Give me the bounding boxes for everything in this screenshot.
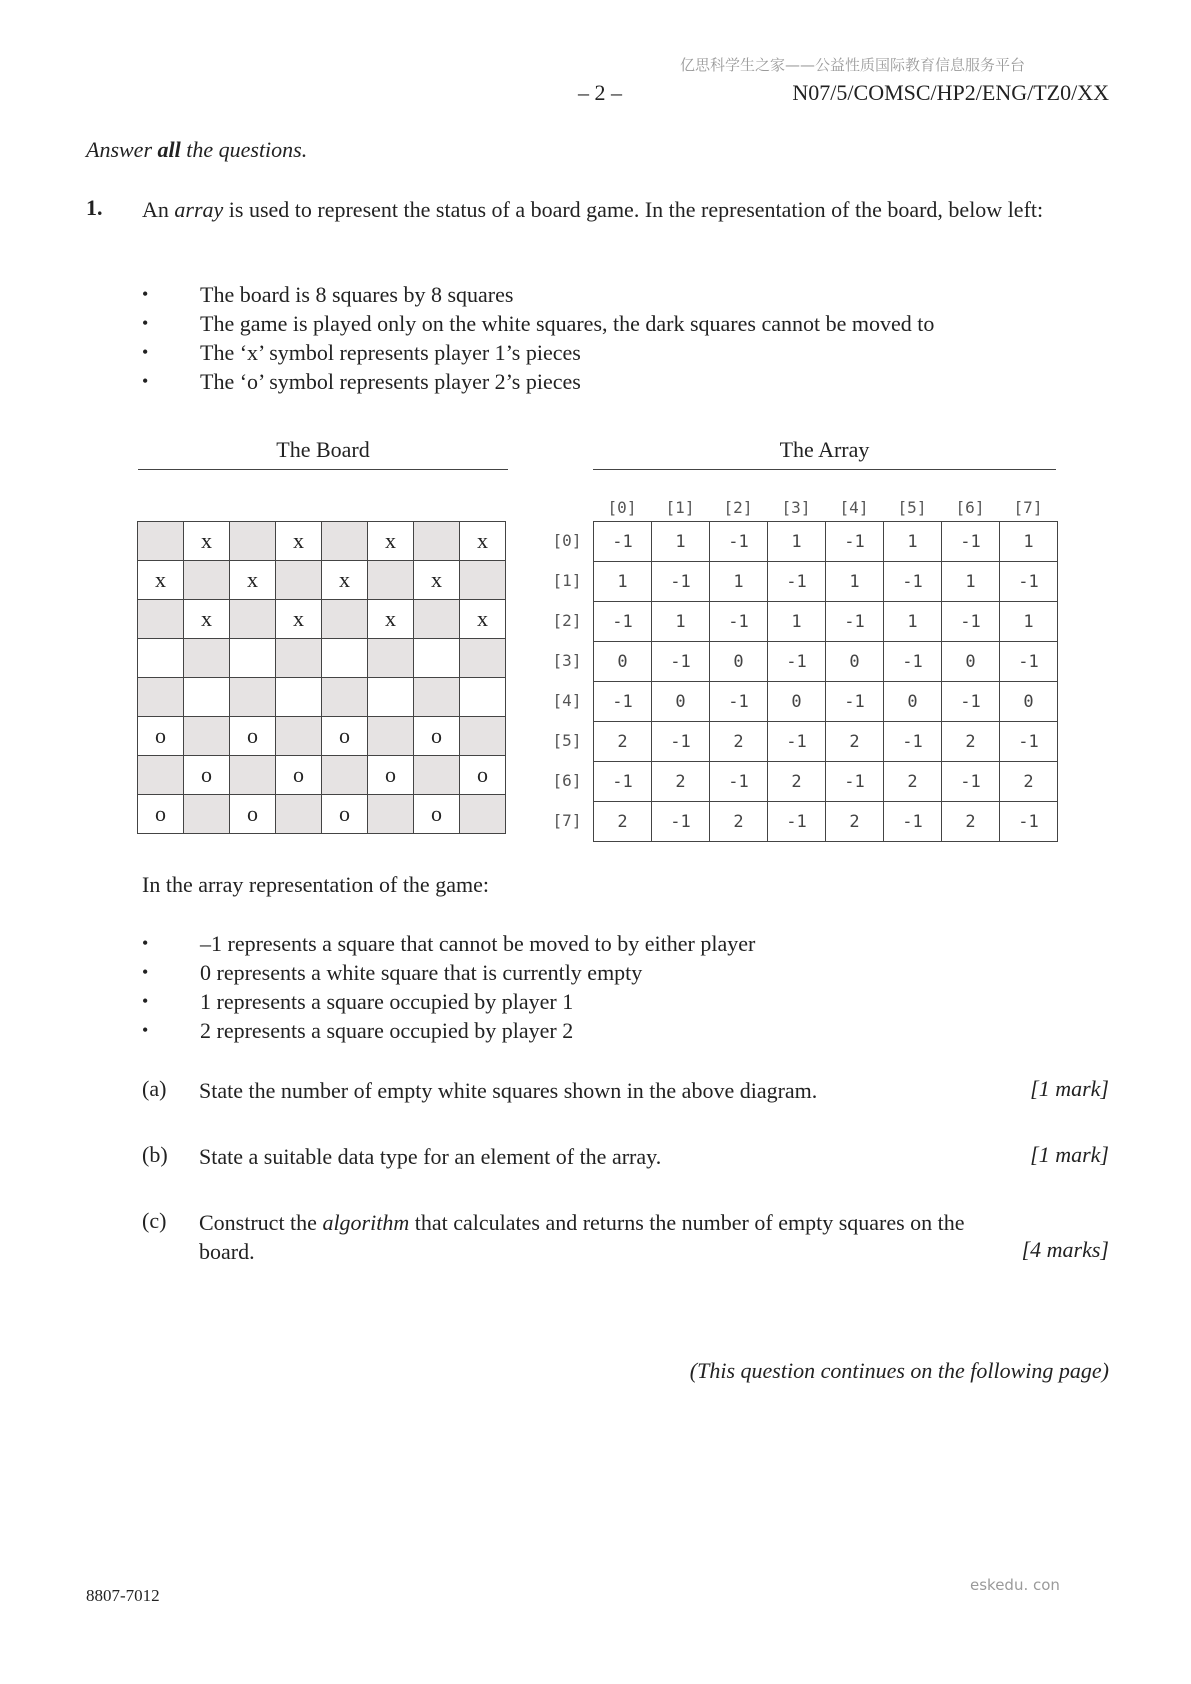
board-square (138, 756, 184, 795)
board-square (230, 600, 276, 639)
array-row-headers (543, 521, 591, 841)
board-square (184, 639, 230, 678)
array-cell: 1 (652, 522, 710, 562)
array-cell: -1 (768, 642, 826, 682)
board-square (138, 600, 184, 639)
board-square (138, 522, 184, 561)
board-square (414, 678, 460, 717)
array-column-header: [5] (897, 498, 927, 517)
array-cell: 1 (884, 602, 942, 642)
board-square (322, 678, 368, 717)
array-caption: The Array (779, 437, 870, 462)
board-square (230, 678, 276, 717)
list-item: • The ‘o’ symbol represents player 2’s pieces (142, 367, 934, 396)
array-cell: -1 (652, 802, 710, 842)
array-cell: -1 (942, 602, 1000, 642)
board-row (138, 717, 506, 756)
board-square (414, 600, 460, 639)
array-cell: 0 (942, 642, 1000, 682)
board-square: x (368, 522, 414, 561)
board-square (368, 639, 414, 678)
array-row (594, 522, 1058, 562)
array-column-header: [4] (839, 498, 869, 517)
board-square: o (414, 795, 460, 834)
array-cell: -1 (768, 562, 826, 602)
array-cell: -1 (884, 722, 942, 762)
array-cell: 0 (594, 642, 652, 682)
instruction: Answer all the questions. (86, 137, 308, 162)
footer-code: 8807-7012 (86, 1586, 160, 1605)
array-row (594, 802, 1058, 842)
board-square (184, 561, 230, 600)
array-column-header: [6] (955, 498, 985, 517)
board-square: o (138, 795, 184, 834)
array-cell: 2 (710, 722, 768, 762)
array-cell: 1 (652, 602, 710, 642)
array-cell: -1 (594, 762, 652, 802)
part-c-marks: [4 marks] (1021, 1237, 1109, 1262)
array-column-header: [1] (665, 498, 695, 517)
board-square: x (276, 600, 322, 639)
array-cell: -1 (826, 682, 884, 722)
board-square (414, 639, 460, 678)
list-item: • –1 represents a square that cannot be moved to by either player (142, 929, 755, 958)
array-cell: 1 (768, 522, 826, 562)
array-cell: -1 (710, 762, 768, 802)
board-square (460, 717, 506, 756)
array-cell: -1 (826, 602, 884, 642)
board-square (184, 795, 230, 834)
board-square (460, 561, 506, 600)
part-a-label: (a) (142, 1076, 167, 1101)
board-square (138, 678, 184, 717)
board-square: o (368, 756, 414, 795)
array-cell: 0 (1000, 682, 1058, 722)
board-square (322, 639, 368, 678)
board-row (138, 522, 506, 561)
array-cell: 0 (768, 682, 826, 722)
array-row (594, 562, 1058, 602)
array-cell: -1 (594, 522, 652, 562)
array-cell: 1 (710, 562, 768, 602)
board-caption: The Board (276, 437, 370, 462)
array-lead: In the array representation of the game: (142, 872, 489, 897)
board-square: x (368, 600, 414, 639)
array-cell: -1 (942, 682, 1000, 722)
board-square: x (184, 522, 230, 561)
continues-note: (This question continues on the following page) (689, 1358, 1109, 1383)
question-intro: An array is used to represent the status of a board game. In the representation of the board, below left: (142, 197, 1044, 222)
board-row (138, 639, 506, 678)
board-row (138, 756, 506, 795)
array-cell: 2 (884, 762, 942, 802)
paper-code: N07/5/COMSC/HP2/ENG/TZ0/XX (792, 80, 1109, 105)
array-row-header: [5] (552, 731, 582, 750)
board-row (138, 795, 506, 834)
board-square (322, 756, 368, 795)
board-square: x (460, 600, 506, 639)
part-a-marks: [1 mark] (1030, 1076, 1109, 1101)
board-square (276, 717, 322, 756)
array-cell: -1 (710, 682, 768, 722)
board-square (460, 639, 506, 678)
array-column-header: [0] (607, 498, 637, 517)
board-square (230, 756, 276, 795)
board-square: x (276, 522, 322, 561)
array-legend-list (142, 929, 755, 1045)
board-square (460, 795, 506, 834)
footer-site: eskedu. con (970, 1576, 1060, 1594)
array-cell: -1 (768, 802, 826, 842)
list-item: • 2 represents a square occupied by player 2 (142, 1016, 755, 1045)
board-square (414, 756, 460, 795)
board-square (276, 561, 322, 600)
array-cell: 2 (768, 762, 826, 802)
board-square: x (414, 561, 460, 600)
board-rules-list (142, 280, 934, 396)
board-square (230, 522, 276, 561)
board-square (368, 795, 414, 834)
board-square: x (230, 561, 276, 600)
board-square (276, 795, 322, 834)
part-b-label: (b) (142, 1142, 168, 1167)
board-square (368, 678, 414, 717)
array-row-header: [1] (552, 571, 582, 590)
list-item: • 0 represents a white square that is currently empty (142, 958, 755, 987)
array-column-header: [7] (1013, 498, 1043, 517)
board-square: o (460, 756, 506, 795)
array-row (594, 762, 1058, 802)
array-cell: -1 (1000, 562, 1058, 602)
array-cell: 1 (826, 562, 884, 602)
array-row-header: [7] (552, 811, 582, 830)
part-a-text: State the number of empty white squares shown in the above diagram. (199, 1078, 818, 1103)
array-cell: 2 (942, 802, 1000, 842)
array-row-header: [4] (552, 691, 582, 710)
array-cell: 1 (768, 602, 826, 642)
array-cell: -1 (652, 722, 710, 762)
array-cell: 0 (884, 682, 942, 722)
array-cell: 0 (652, 682, 710, 722)
array-cell: 2 (942, 722, 1000, 762)
board-square: o (138, 717, 184, 756)
list-item: • The board is 8 squares by 8 squares (142, 280, 934, 309)
board-square: o (322, 795, 368, 834)
board-square: o (230, 795, 276, 834)
part-c-label: (c) (142, 1208, 167, 1233)
board-square (322, 522, 368, 561)
part-b-marks: [1 mark] (1030, 1142, 1109, 1167)
board-square (460, 678, 506, 717)
array-cell: -1 (942, 522, 1000, 562)
list-item: • The ‘x’ symbol represents player 1’s pieces (142, 338, 934, 367)
board-square: x (322, 561, 368, 600)
array-row (594, 602, 1058, 642)
array-cell: -1 (826, 522, 884, 562)
array-cell: -1 (826, 762, 884, 802)
board-square: o (230, 717, 276, 756)
array-caption-rule (593, 469, 1056, 470)
array-cell: 0 (826, 642, 884, 682)
array-cell: -1 (884, 562, 942, 602)
array-cell: 1 (1000, 602, 1058, 642)
board-square (230, 639, 276, 678)
board-square: o (414, 717, 460, 756)
array-cell: -1 (594, 602, 652, 642)
array-cell: 2 (710, 802, 768, 842)
array-cell: 1 (594, 562, 652, 602)
board-square (368, 561, 414, 600)
game-board (137, 521, 506, 834)
array-row-header: [0] (552, 531, 582, 550)
array-column-headers (593, 498, 1058, 518)
array-table (593, 521, 1058, 842)
question-number: 1. (86, 195, 103, 220)
board-square (184, 678, 230, 717)
array-cell: -1 (1000, 802, 1058, 842)
array-column-header: [2] (723, 498, 753, 517)
array-cell: -1 (884, 642, 942, 682)
array-cell: 1 (884, 522, 942, 562)
watermark-text: 亿思科学生之家——公益性质国际教育信息服务平台 (680, 56, 1026, 74)
board-row (138, 678, 506, 717)
board-square: x (460, 522, 506, 561)
board-square (368, 717, 414, 756)
board-square: o (322, 717, 368, 756)
array-cell: 2 (826, 722, 884, 762)
board-square: o (276, 756, 322, 795)
board-row (138, 600, 506, 639)
array-cell: -1 (652, 642, 710, 682)
board-caption-rule (138, 469, 508, 470)
board-square (276, 678, 322, 717)
page-number: – 2 – (578, 80, 622, 105)
part-c-text: Construct the algorithm that calculates and returns the number of empty squares on the board. (199, 1210, 965, 1264)
array-cell: -1 (942, 762, 1000, 802)
array-row-header: [2] (552, 611, 582, 630)
board-square (184, 717, 230, 756)
board-square (322, 600, 368, 639)
array-column-header: [3] (781, 498, 811, 517)
board-square (276, 639, 322, 678)
array-row (594, 642, 1058, 682)
array-cell: 2 (594, 802, 652, 842)
list-item: • The game is played only on the white squares, the dark squares cannot be moved to (142, 309, 934, 338)
part-b-text: State a suitable data type for an element of the array. (199, 1144, 662, 1169)
array-cell: 2 (1000, 762, 1058, 802)
board-square (414, 522, 460, 561)
array-cell: -1 (710, 602, 768, 642)
array-cell: -1 (652, 562, 710, 602)
array-row (594, 722, 1058, 762)
board-square: x (138, 561, 184, 600)
array-cell: 2 (826, 802, 884, 842)
array-cell: 1 (942, 562, 1000, 602)
array-cell: -1 (594, 682, 652, 722)
array-cell: 0 (710, 642, 768, 682)
array-cell: 2 (652, 762, 710, 802)
array-cell: -1 (768, 722, 826, 762)
board-square: x (184, 600, 230, 639)
array-row-header: [6] (552, 771, 582, 790)
board-square: o (184, 756, 230, 795)
array-cell: -1 (1000, 642, 1058, 682)
array-cell: -1 (1000, 722, 1058, 762)
array-cell: 2 (594, 722, 652, 762)
list-item: • 1 represents a square occupied by player 1 (142, 987, 755, 1016)
array-row-header: [3] (552, 651, 582, 670)
array-cell: -1 (884, 802, 942, 842)
array-cell: 1 (1000, 522, 1058, 562)
array-row (594, 682, 1058, 722)
board-square (138, 639, 184, 678)
board-row (138, 561, 506, 600)
array-cell: -1 (710, 522, 768, 562)
